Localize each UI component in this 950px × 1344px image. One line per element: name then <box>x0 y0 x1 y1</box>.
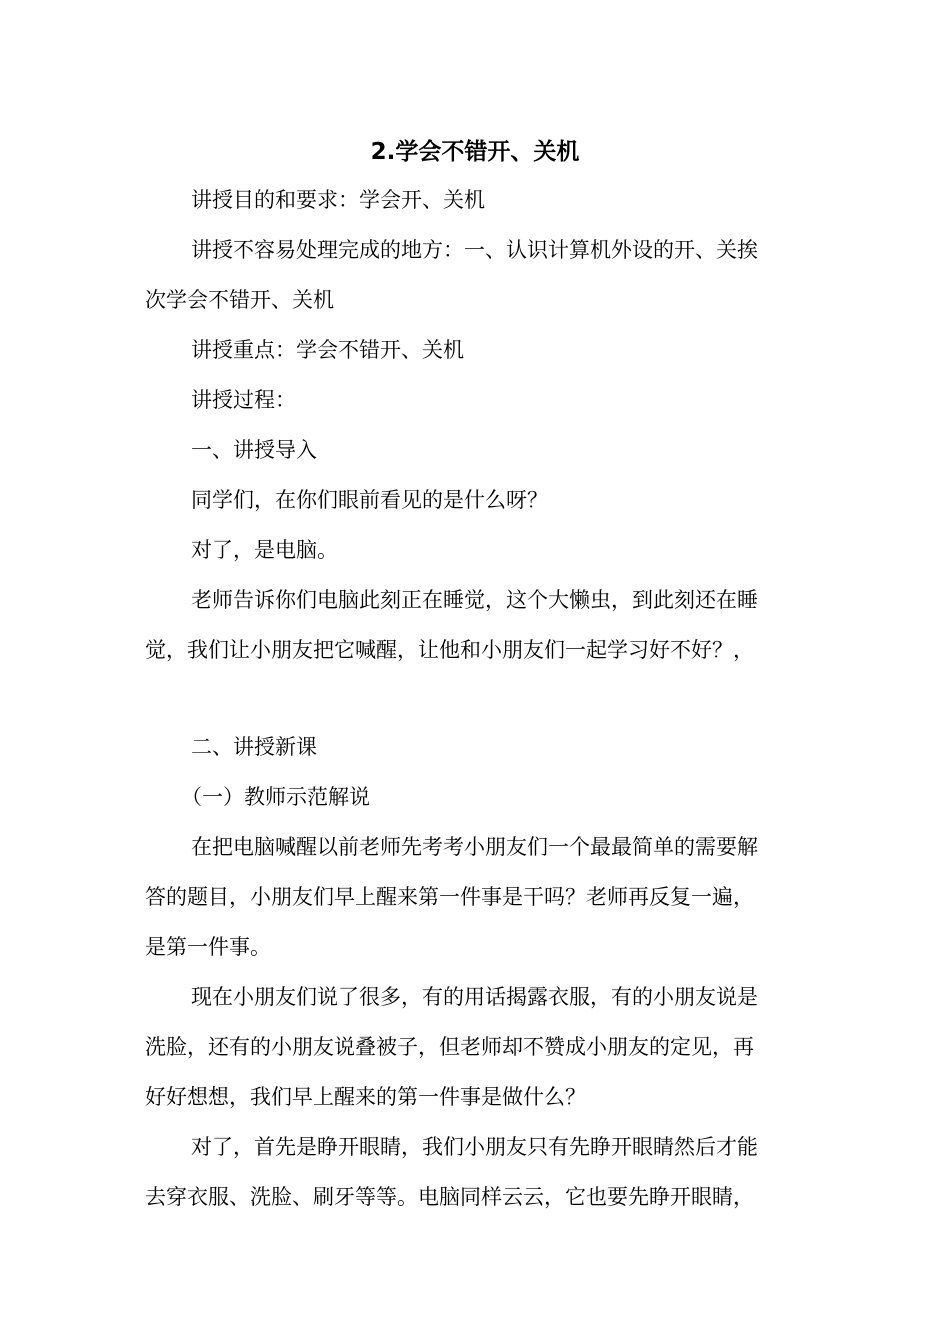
paragraph-open-eyes <box>145 1122 807 1222</box>
text-line: 一、讲授导入 <box>191 438 317 462</box>
paragraph-answer <box>145 525 807 575</box>
subsection-heading-demonstration <box>145 772 807 822</box>
paragraph-computer-sleeping <box>145 575 807 675</box>
text-line: 讲授过程： <box>191 388 296 412</box>
paragraph-first-thing-question <box>145 822 807 972</box>
text-line: 二、讲授新课 <box>191 735 317 759</box>
text-line: 次学会不错开、关机 <box>145 288 334 312</box>
text-line: 答的题目，小朋友们早上醒来第一件事是干吗？老师再反复一遍， <box>145 885 754 909</box>
text-line: 好好想想，我们早上醒来的第一件事是做什么？ <box>145 1085 586 1109</box>
text-line: 洗脸，还有的小朋友说叠被子，但老师却不赞成小朋友的定见，再 <box>145 1035 754 1059</box>
section-heading-new-lesson <box>145 722 807 772</box>
text-line: 同学们，在你们眼前看见的是什么呀？ <box>191 488 548 512</box>
paragraph-difficulties <box>145 225 807 325</box>
text-line: 对了，是电脑。 <box>191 538 338 562</box>
text-line: 是第一件事。 <box>145 935 271 959</box>
section-heading-introduction <box>145 425 807 475</box>
document-title: 2.学会不错开、关机 <box>370 139 580 165</box>
text-line: （一）教师示范解说 <box>181 785 370 809</box>
text-line: 在把电脑喊醒以前老师先考考小朋友们一个最最简单的需要解 <box>191 835 758 859</box>
paragraph-key-points <box>145 325 807 375</box>
text-line: 老师告诉你们电脑此刻正在睡觉，这个大懒虫，到此刻还在睡 <box>191 588 758 612</box>
text-line: 去穿衣服、洗脸、刷牙等等。电脑同样云云，它也要先睁开眼睛， <box>145 1185 754 1209</box>
paragraph-process-heading <box>145 375 807 425</box>
text-line: 讲授目的和要求：学会开、关机 <box>191 188 485 212</box>
text-line: 觉，我们让小朋友把它喊醒，让他和小朋友们一起学习好不好？， <box>145 638 754 662</box>
paragraph-objectives <box>145 175 807 225</box>
text-line: 对了，首先是睁开眼睛，我们小朋友只有先睁开眼睛然后才能 <box>191 1135 758 1159</box>
text-line: 讲授不容易处理完成的地方：一、认识计算机外设的开、关挨 <box>191 238 758 262</box>
paragraph-question <box>145 475 807 525</box>
text-line: 现在小朋友们说了很多，有的用话揭露衣服，有的小朋友说是 <box>191 985 758 1009</box>
text-line: 讲授重点：学会不错开、关机 <box>191 338 464 362</box>
paragraph-children-answers <box>145 972 807 1122</box>
